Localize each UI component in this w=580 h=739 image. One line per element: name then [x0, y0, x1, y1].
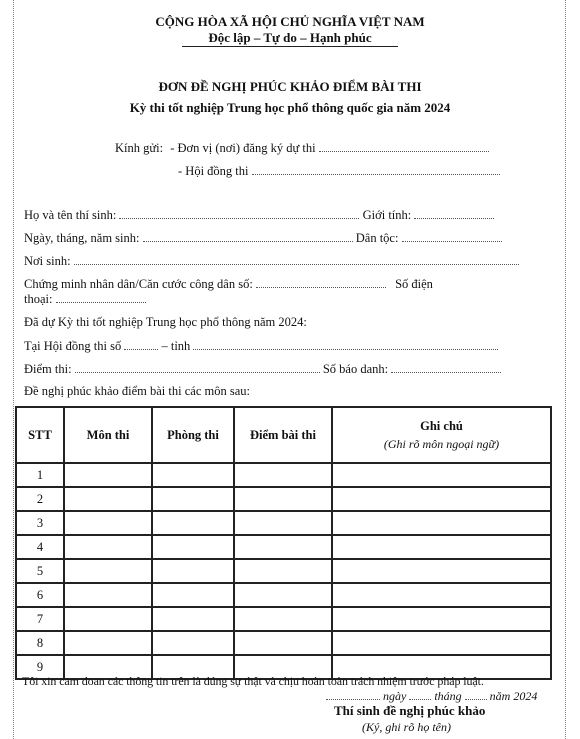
note-cell[interactable]	[332, 583, 551, 607]
row-full-name	[24, 208, 494, 223]
day-blank[interactable]	[326, 690, 380, 700]
declaration: Tôi xin cam đoan các thông tin trên là đúng sự thật và chịu hoàn toàn trách nhiệm trước pháp luật.	[22, 674, 484, 688]
province-label: – tỉnh	[161, 339, 191, 353]
birthplace-blank[interactable]	[74, 255, 519, 265]
motto-text: Độc lập – Tự do – Hạnh phúc	[182, 30, 397, 47]
subject-cell[interactable]	[64, 487, 152, 511]
row-birthplace	[24, 254, 519, 269]
ethnicity-blank[interactable]	[402, 232, 502, 242]
note-cell[interactable]	[332, 631, 551, 655]
room-cell[interactable]	[152, 631, 234, 655]
note-cell[interactable]	[332, 535, 551, 559]
province-blank[interactable]	[193, 340, 498, 350]
row-exam-site	[24, 362, 501, 377]
row-number: 7	[16, 607, 64, 631]
addressee-label: Kính gửi:	[115, 141, 164, 155]
exam-site-blank[interactable]	[75, 363, 320, 373]
id-card-label: Chứng minh nhân dân/Căn cước công dân số:	[24, 277, 253, 291]
score-cell[interactable]	[234, 535, 332, 559]
row-council	[24, 339, 498, 354]
table-row	[16, 607, 551, 631]
score-cell[interactable]	[234, 487, 332, 511]
header-note-sub: (Ghi rõ môn ngoại ngữ)	[383, 436, 500, 451]
row-number: 5	[16, 559, 64, 583]
date-line	[326, 689, 537, 704]
subject-cell[interactable]	[64, 535, 152, 559]
ethnicity-label: Dân tộc:	[355, 231, 399, 245]
room-cell[interactable]	[152, 511, 234, 535]
score-cell[interactable]	[234, 559, 332, 583]
score-cell[interactable]	[234, 631, 332, 655]
phone-label-b: thoại:	[24, 292, 53, 306]
addressee-council: - Hội đồng thi	[178, 164, 249, 178]
room-cell[interactable]	[152, 559, 234, 583]
candidate-no-label: Số báo danh:	[322, 362, 389, 376]
dob-label: Ngày, tháng, năm sinh:	[24, 231, 140, 245]
subject-cell[interactable]	[64, 511, 152, 535]
header-score: Điểm bài thi	[234, 407, 332, 463]
month-blank[interactable]	[465, 690, 487, 700]
subject-cell[interactable]	[64, 583, 152, 607]
score-cell[interactable]	[234, 463, 332, 487]
gender-label: Giới tính:	[362, 208, 412, 222]
table-row	[16, 583, 551, 607]
full-name-label: Họ và tên thí sinh:	[24, 208, 117, 222]
room-cell[interactable]	[152, 535, 234, 559]
header-note	[332, 407, 551, 463]
phone-blank[interactable]	[56, 293, 146, 303]
date-nam: năm 2024	[489, 689, 538, 703]
table-row	[16, 559, 551, 583]
addressee-council-blank[interactable]	[252, 165, 500, 175]
header-room: Phòng thi	[152, 407, 234, 463]
table-row	[16, 535, 551, 559]
grades-table	[15, 406, 552, 680]
row-number: 6	[16, 583, 64, 607]
signer-title: Thí sinh đề nghị phúc khảo	[334, 703, 486, 718]
header-stt: STT	[16, 407, 64, 463]
addressee-unit: - Đơn vị (nơi) đăng ký dự thi	[170, 141, 316, 155]
candidate-no-blank[interactable]	[391, 363, 501, 373]
date-ngay: ngày	[383, 689, 407, 703]
row-number: 8	[16, 631, 64, 655]
table-row	[16, 463, 551, 487]
row-exam-taken: Đã dự Kỳ thi tốt nghiệp Trung học phổ thông năm 2024:	[24, 315, 307, 329]
row-dob	[24, 231, 502, 246]
room-cell[interactable]	[152, 607, 234, 631]
day-number-blank[interactable]	[409, 690, 431, 700]
subject-cell[interactable]	[64, 607, 152, 631]
dob-blank[interactable]	[143, 232, 353, 242]
addressee-unit-blank[interactable]	[319, 142, 489, 152]
exam-site-label: Điểm thi:	[24, 362, 72, 376]
room-cell[interactable]	[152, 583, 234, 607]
table-row	[16, 511, 551, 535]
subject-cell[interactable]	[64, 463, 152, 487]
row-number: 2	[16, 487, 64, 511]
score-cell[interactable]	[234, 511, 332, 535]
birthplace-label: Nơi sinh:	[24, 254, 71, 268]
table-row	[16, 631, 551, 655]
score-cell[interactable]	[234, 583, 332, 607]
subject-cell[interactable]	[64, 631, 152, 655]
header-note-title: Ghi chú	[420, 418, 463, 433]
addressee-line-1	[115, 141, 489, 156]
note-cell[interactable]	[332, 463, 551, 487]
room-cell[interactable]	[152, 487, 234, 511]
header-subject: Môn thi	[64, 407, 152, 463]
nation-heading: CỘNG HÒA XÃ HỘI CHỦ NGHĨA VIỆT NAM	[155, 14, 425, 29]
row-request: Đề nghị phúc khảo điểm bài thi các môn sau:	[24, 384, 250, 398]
room-cell[interactable]	[152, 463, 234, 487]
table-header-row	[16, 407, 551, 463]
row-id-card	[24, 277, 433, 292]
full-name-blank[interactable]	[119, 209, 359, 219]
row-phone	[24, 292, 146, 307]
motto	[0, 30, 580, 46]
id-card-blank[interactable]	[256, 278, 386, 288]
signer-note: (Ký, ghi rõ họ tên)	[362, 720, 451, 734]
council-number-blank[interactable]	[124, 340, 158, 350]
phone-label-a: Số điện	[395, 277, 433, 291]
gender-blank[interactable]	[414, 209, 494, 219]
council-label: Tại Hội đồng thi số	[24, 339, 122, 353]
note-cell[interactable]	[332, 607, 551, 631]
note-cell[interactable]	[332, 559, 551, 583]
date-thang: tháng	[434, 689, 462, 703]
row-number: 1	[16, 463, 64, 487]
row-number: 3	[16, 511, 64, 535]
form-title: ĐƠN ĐỀ NGHỊ PHÚC KHẢO ĐIỂM BÀI THI	[158, 79, 422, 94]
subject-cell[interactable]	[64, 559, 152, 583]
score-cell[interactable]	[234, 607, 332, 631]
note-cell[interactable]	[332, 487, 551, 511]
row-number: 9	[16, 655, 64, 679]
addressee-line-2	[178, 164, 500, 179]
form-subtitle: Kỳ thi tốt nghiệp Trung học phổ thông quốc gia năm 2024	[129, 100, 451, 115]
table-row	[16, 487, 551, 511]
note-cell[interactable]	[332, 511, 551, 535]
row-number: 4	[16, 535, 64, 559]
